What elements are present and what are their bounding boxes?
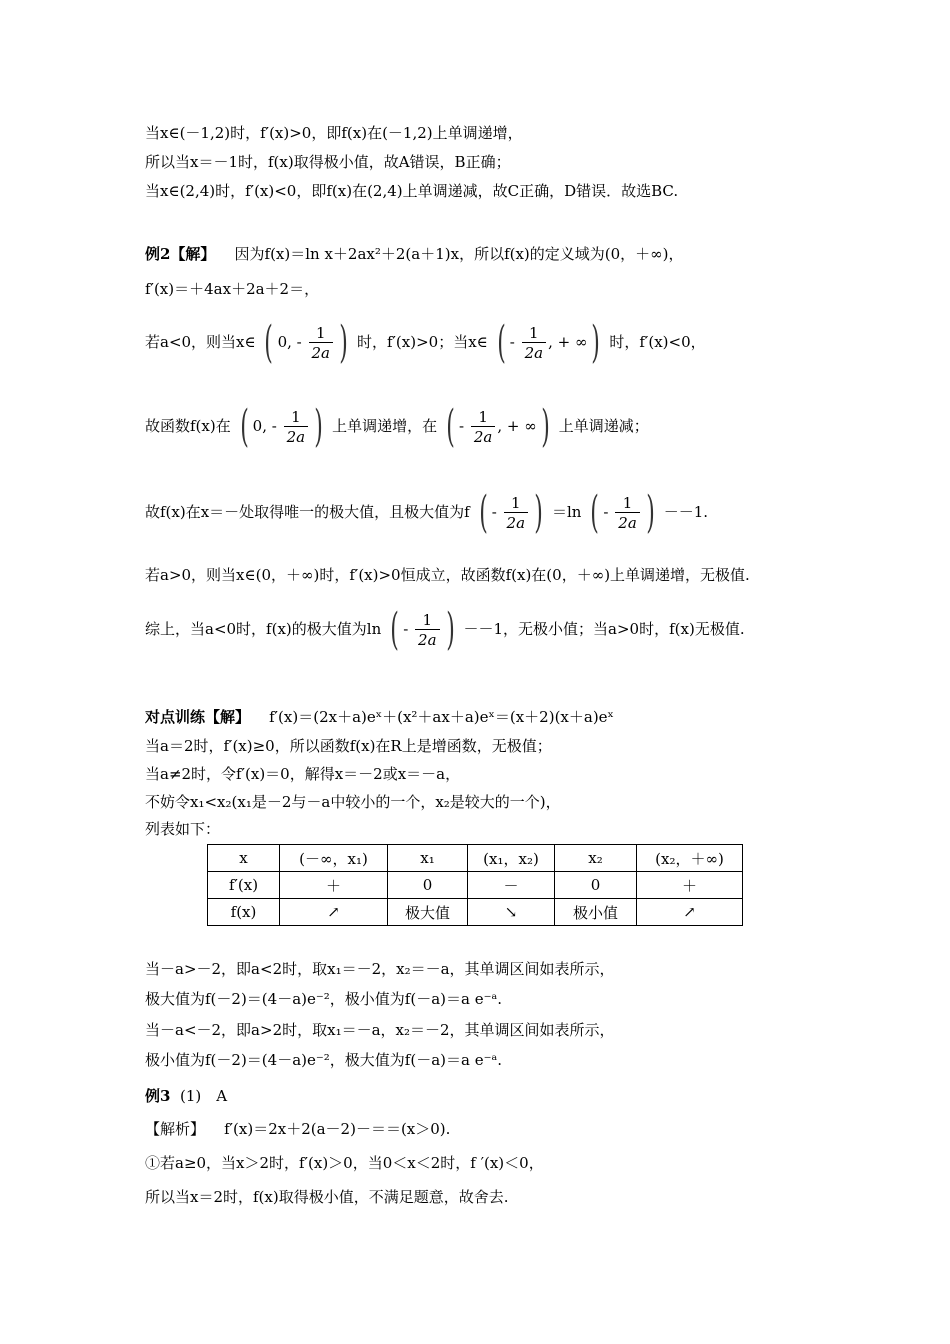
text-line: 所以当x＝2时，f(x)取得极小值，不满足题意，故舍去. <box>145 1188 509 1206</box>
table-cell: ＋ <box>280 872 388 899</box>
fraction: $\frac{1}{2a}$ <box>309 324 334 363</box>
case-1-line <box>145 318 706 368</box>
text: 因为f(x)＝ln x＋2ax²＋2(a＋1)x，所以f(x)的定义域为(0，＋∞)， <box>234 245 684 263</box>
text-line: 当－a<－2，即a>2时，取x₁＝－a，x₂＝－2，其单调区间如表所示， <box>145 1021 615 1039</box>
text-line: 当x∈(－1,2)时，f′(x)>0，即f(x)在(－1,2)上单调递增， <box>145 124 523 142</box>
example-2-line <box>145 243 684 265</box>
summary-line <box>145 605 745 655</box>
paren-expr: ( - $\frac{1}{2a}$ ) <box>590 487 655 538</box>
text: f′(x)＝2x＋2(a－2)－＝＝(x＞0). <box>224 1120 451 1138</box>
text: 时，f′(x)<0， <box>609 333 706 351</box>
example-label: 例2【解】 <box>145 245 216 263</box>
table-cell: ↗ <box>637 899 743 926</box>
text: 上单调递减； <box>558 417 649 435</box>
fraction: $\frac{1}{2a}$ <box>415 611 440 650</box>
table-cell: x₁ <box>388 845 468 872</box>
interval-expr: ( - $\frac{1}{2a}$ , + ∞) <box>446 401 550 452</box>
table-row <box>208 845 743 872</box>
table-row <box>208 872 743 899</box>
text-line: 不妨令x₁<x₂(x₁是－2与－a中较小的一个，x₂是较大的一个)， <box>145 793 561 811</box>
interval-expr: ( - $\frac{1}{2a}$ , + ∞) <box>496 317 601 368</box>
table-row <box>208 899 743 926</box>
paren-expr: ( - $\frac{1}{2a}$ ) <box>478 487 543 538</box>
case-4-line: 若a>0，则当x∈(0，＋∞)时，f′(x)>0恒成立，故函数f(x)在(0，＋∞)上单调递增，无极值. <box>145 566 750 584</box>
interval-expr: ( 0, - $\frac{1}{2a}$ ) <box>264 317 348 368</box>
fraction: $\frac{1}{2a}$ <box>284 408 309 447</box>
text-line: 极小值为f(－2)＝(4－a)e⁻²，极大值为f(－a)＝a e⁻ᵃ. <box>145 1051 503 1069</box>
example-3-line <box>145 1085 227 1107</box>
text-line: 当x∈(2,4)时，f′(x)<0，即f(x)在(2,4)上单调递减，故C正确，D错误．故选BC. <box>145 182 679 200</box>
table-cell: (x₂，＋∞) <box>637 845 743 872</box>
text-line: ①若a≥0，当x＞2时，f′(x)＞0，当0＜x＜2时，f ′(x)＜0， <box>145 1154 544 1172</box>
table-cell: ↗ <box>280 899 388 926</box>
analysis-line <box>145 1118 450 1140</box>
interval-expr: ( 0, - $\frac{1}{2a}$ ) <box>239 401 323 452</box>
case-3-line <box>145 488 708 538</box>
table-cell: x <box>208 845 280 872</box>
table-cell: 极小值 <box>555 899 637 926</box>
text: －－1. <box>663 503 709 521</box>
table-cell: ↘ <box>468 899 555 926</box>
text: f′(x)＝(2x＋a)eˣ＋(x²＋ax＋a)eˣ＝(x＋2)(x＋a)eˣ <box>269 708 614 726</box>
fraction: $\frac{1}{2a}$ <box>522 324 547 363</box>
table-cell: 0 <box>388 872 468 899</box>
text: －－1，无极小值；当a>0时，f(x)无极值. <box>463 620 745 638</box>
table-cell: f′(x) <box>208 872 280 899</box>
case-2-line <box>145 402 649 452</box>
table-cell: 极大值 <box>388 899 468 926</box>
paren-expr: ( - $\frac{1}{2a}$ ) <box>390 604 455 655</box>
derivative-line: f′(x)＝＋4ax＋2a＋2＝， <box>145 280 320 298</box>
table-cell: － <box>468 872 555 899</box>
text: 综上，当a<0时，f(x)的极大值为ln <box>145 620 382 638</box>
text-line: 所以当x＝－1时，f(x)取得极小值，故A错误，B正确； <box>145 153 511 171</box>
table-cell: 0 <box>555 872 637 899</box>
training-line <box>145 706 614 728</box>
text: 时，f′(x)>0；当x∈ <box>356 333 488 351</box>
text: 故函数f(x)在 <box>145 417 231 435</box>
table-cell: f(x) <box>208 899 280 926</box>
text: 上单调递增，在 <box>332 417 438 435</box>
table-cell: x₂ <box>555 845 637 872</box>
analysis-label: 【解析】 <box>145 1120 206 1138</box>
fraction: $\frac{1}{2a}$ <box>615 494 640 533</box>
table-cell: (－∞，x₁) <box>280 845 388 872</box>
table-cell: ＋ <box>637 872 743 899</box>
monotonicity-table <box>207 844 743 926</box>
answer: (1) A <box>179 1087 228 1105</box>
text-line: 当a＝2时，f′(x)≥0，所以函数f(x)在R上是增函数，无极值； <box>145 737 552 755</box>
fraction: $\frac{1}{2a}$ <box>504 494 529 533</box>
text-line: 当－a>－2，即a<2时，取x₁＝－2，x₂＝－a，其单调区间如表所示， <box>145 960 615 978</box>
fraction: $\frac{1}{2a}$ <box>471 408 496 447</box>
text: 0, - <box>277 333 302 351</box>
text-line: 极大值为f(－2)＝(4－a)e⁻²，极小值为f(－a)＝a e⁻ᵃ. <box>145 990 503 1008</box>
text-line: 列表如下： <box>145 820 221 838</box>
example-label: 例3 <box>145 1087 171 1105</box>
text: 故f(x)在x＝－处取得唯一的极大值，且极大值为f <box>145 503 470 521</box>
table-cell: (x₁，x₂) <box>468 845 555 872</box>
text-line: 当a≠2时，令f′(x)＝0，解得x＝－2或x＝－a， <box>145 765 461 783</box>
training-label: 对点训练【解】 <box>145 708 251 726</box>
text: 若a<0，则当x∈ <box>145 333 256 351</box>
text: ＝ln <box>552 503 582 521</box>
